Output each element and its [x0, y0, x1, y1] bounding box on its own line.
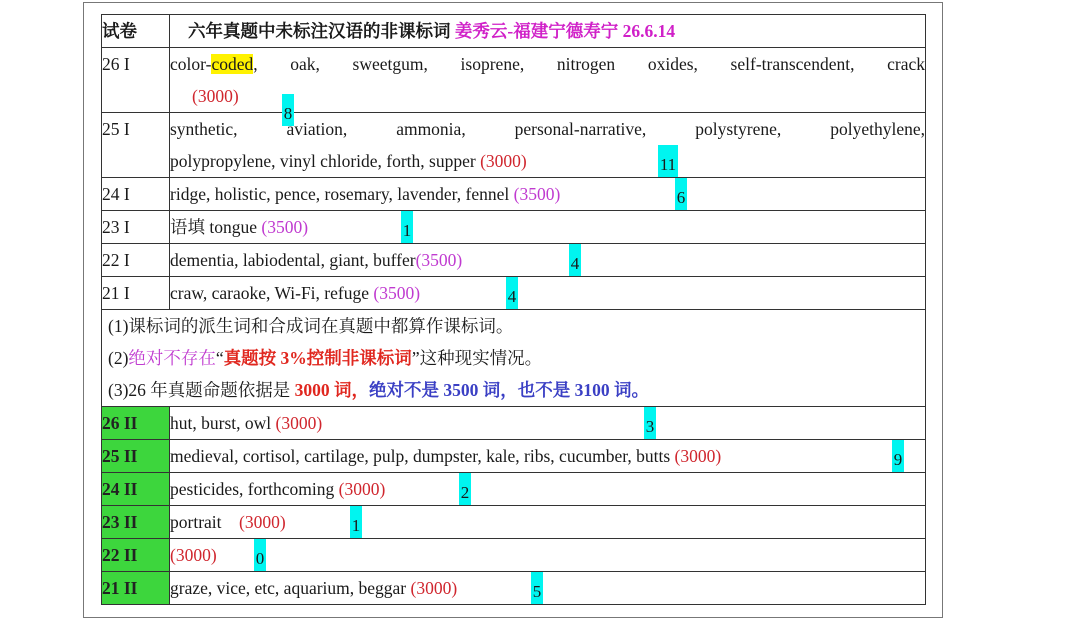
word-count-badge: 1 [401, 211, 413, 243]
level-tag: (3000) [170, 545, 217, 565]
table-row: 21 II graze, vice, etc, aquarium, beggar (3000) 5 [102, 572, 926, 605]
level-tag: (3500) [513, 184, 561, 204]
table-row: 25 I synthetic, aviation, ammonia, personal-narrative, polystyrene, polyethylene, polypropylene, vinyl chloride, forth, supper (3000) 11 [102, 113, 926, 178]
author-info: 姜秀云-福建宁德寿宁 26.6.14 [454, 21, 676, 41]
level-tag: (3500) [261, 217, 309, 237]
word-count-badge: 2 [459, 473, 471, 505]
table-row: 21 I craw, caraoke, Wi-Fi, refuge (3500) 4 [102, 277, 926, 310]
highlighted-word: coded [211, 54, 254, 74]
note-3: (3)26 年真题命题依据是 3000 词，绝对不是 3500 词，也不是 3100 词。 [108, 380, 650, 400]
row-label: 24 I [102, 184, 130, 204]
table-row: 22 I dementia, labiodental, giant, buffer(3500) 4 [102, 244, 926, 277]
note-1: (1)课标词的派生词和合成词在真题中都算作课标词。 [108, 316, 514, 336]
level-tag: (3000) [338, 479, 386, 499]
level-tag: (3000) [674, 446, 722, 466]
table-row: 26 II hut, burst, owl (3000) 3 [102, 407, 926, 440]
row-label: 24 II [102, 479, 138, 499]
row-label: 22 I [102, 250, 130, 270]
table-row: 26 I color-coded, oak, sweetgum, isoprene, nitrogen oxides, self-transcendent, crack (3000) 8 [102, 48, 926, 113]
level-tag: (3000) [192, 86, 239, 106]
table-row: 24 I ridge, holistic, pence, rosemary, lavender, fennel (3500) 6 [102, 178, 926, 211]
table-header-row [102, 15, 926, 48]
word-count-badge: 3 [644, 407, 656, 439]
word-count-badge: 0 [254, 539, 266, 571]
table-row: 25 II medieval, cortisol, cartilage, pulp, dumpster, kale, ribs, cucumber, butts (3000) 9 [102, 440, 926, 473]
row-label: 25 II [102, 446, 138, 466]
row-label: 26 II [102, 413, 138, 433]
word-count-badge: 8 [282, 94, 294, 126]
word-count-badge: 11 [658, 145, 678, 177]
word-count-badge: 6 [675, 178, 687, 210]
table-row: 23 I 语填 tongue (3500) 1 [102, 211, 926, 244]
row-label: 22 II [102, 545, 138, 565]
word-count-badge: 4 [569, 244, 581, 276]
row-label: 26 I [102, 54, 130, 74]
level-tag: (3000) [239, 512, 286, 532]
table-title: 六年真题中未标注汉语的非课标词 [188, 21, 451, 41]
word-count-badge: 9 [892, 440, 904, 472]
level-tag: (3000) [275, 413, 323, 433]
row-label: 23 II [102, 512, 138, 532]
level-tag: (3000) [480, 151, 527, 171]
notes-row [102, 310, 926, 407]
row-label: 25 I [102, 119, 130, 139]
vocab-table [101, 14, 926, 605]
header-col1: 试卷 [102, 21, 137, 41]
level-tag: (3500) [373, 283, 421, 303]
table-row [102, 539, 926, 572]
word-count-badge: 1 [350, 506, 362, 538]
word-count-badge: 5 [531, 572, 543, 604]
word-count-badge: 4 [506, 277, 518, 309]
table-row: 24 II pesticides, forthcoming (3000) 2 [102, 473, 926, 506]
row-label: 21 I [102, 283, 130, 303]
table-row: 23 II portrait (3000) 1 [102, 506, 926, 539]
level-tag: (3000) [410, 578, 458, 598]
note-2: (2)绝对不存在“真题按 3%控制非课标词”这种现实情况。 [108, 348, 543, 368]
row-label: 21 II [102, 578, 138, 598]
row-label: 23 I [102, 217, 130, 237]
level-tag: (3500) [415, 250, 463, 270]
